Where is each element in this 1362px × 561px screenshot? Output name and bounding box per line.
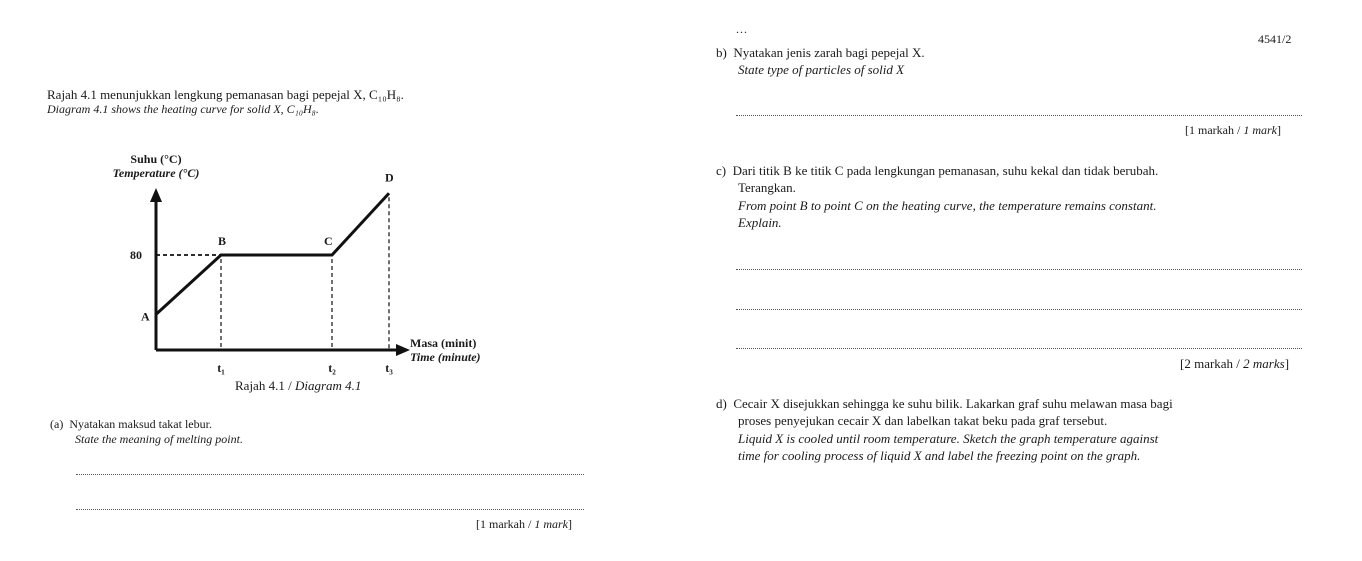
heating-curve-line — [156, 193, 389, 314]
mark-b: [1 markah / 1 mark] — [1185, 123, 1281, 137]
answer-line-c3[interactable] — [736, 348, 1302, 349]
point-label-a: A — [141, 309, 150, 324]
question-b-english: State type of particles of solid X — [738, 62, 905, 77]
x-axis-title-malay: Masa (minit) — [410, 336, 477, 350]
y-axis-arrow — [150, 188, 162, 202]
y-tick-label-80: 80 — [130, 248, 142, 262]
answer-line-a1[interactable] — [76, 474, 584, 475]
answer-line-c1[interactable] — [736, 269, 1302, 270]
intro-english: Diagram 4.1 shows the heating curve for solid X, C₁₀H₈. — [47, 102, 319, 116]
mark-a: [1 markah / 1 mark] — [476, 517, 572, 531]
mark-c: [2 markah / 2 marks] — [1180, 356, 1290, 371]
question-a-malay: (a) Nyatakan maksud takat lebur. — [50, 417, 212, 431]
answer-line-a2[interactable] — [76, 509, 584, 510]
question-d-english-1: Liquid X is cooled until room temperature. Sketch the graph temperature against — [738, 431, 1159, 446]
question-c-malay-1: c) Dari titik B ke titik C pada lengkungan pemanasan, suhu kekal dan tidak berubah. — [716, 163, 1159, 178]
top-mark: ... — [736, 22, 748, 36]
question-d-malay-2: proses penyejukan cecair X dan labelkan takat beku pada graf tersebut. — [738, 413, 1108, 428]
question-c-english-1: From point B to point C on the heating curve, the temperature remains constant. — [738, 198, 1157, 213]
answer-line-b1[interactable] — [736, 115, 1302, 116]
question-a-english: State the meaning of melting point. — [75, 432, 243, 446]
y-axis-title-english: Temperature (°C) — [112, 166, 200, 180]
point-label-c: C — [324, 234, 333, 248]
x-tick-label-3: t₃ — [385, 361, 393, 375]
point-label-b: B — [218, 234, 227, 248]
y-axis-title-malay: Suhu (°C) — [130, 152, 182, 166]
point-label-d: D — [385, 170, 394, 185]
x-tick-label-2: t₂ — [328, 361, 336, 375]
diagram-caption: Rajah 4.1 / Diagram 4.1 — [235, 378, 362, 393]
question-d-english-2: time for cooling process of liquid X and label the freezing point on the graph. — [738, 448, 1141, 463]
x-tick-label-1: t₁ — [217, 361, 225, 375]
page-code: 4541/2 — [1258, 32, 1292, 46]
x-axis-title-english: Time (minute) — [410, 350, 481, 364]
question-b-malay: b) Nyatakan jenis zarah bagi pepejal X. — [716, 45, 925, 60]
intro-malay: Rajah 4.1 menunjukkan lengkung pemanasan bagi pepejal X, C₁₀H₈. — [47, 87, 404, 102]
answer-line-c2[interactable] — [736, 309, 1302, 310]
question-c-english-2: Explain. — [738, 215, 782, 230]
heating-curve-chart — [90, 150, 530, 395]
question-d-malay-1: d) Cecair X disejukkan sehingga ke suhu bilik. Lakarkan graf suhu melawan masa bagi — [716, 396, 1173, 411]
question-c-malay-2: Terangkan. — [738, 180, 796, 195]
x-axis-arrow — [396, 344, 410, 356]
